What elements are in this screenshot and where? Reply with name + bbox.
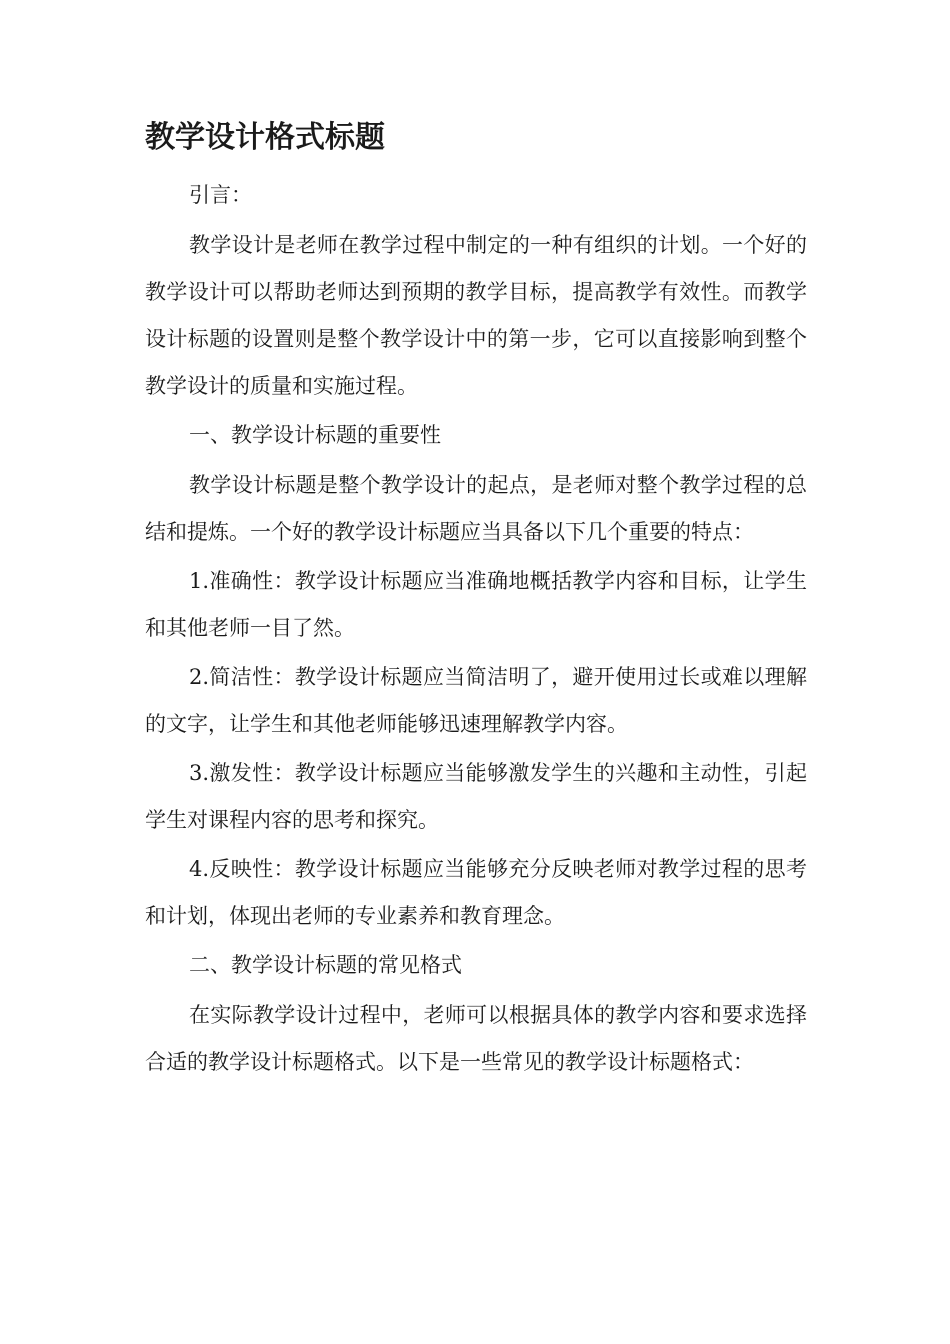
document-title: 教学设计格式标题 (145, 120, 385, 155)
intro-label: 引言： (189, 183, 252, 207)
document-body (145, 112, 807, 1088)
list-item-reflection: 4.反映性：教学设计标题应当能够充分反映老师对教学过程的思考和计划，体现出老师的专业素养和教育理念。 (145, 857, 807, 928)
intro-paragraph: 教学设计是老师在教学过程中制定的一种有组织的计划。一个好的教学设计可以帮助老师达到预期的教学目标，提高教学有效性。而教学设计标题的设置则是整个教学设计中的第一步，它可以直接影响到整个教学设计的质量和实施过程。 (145, 233, 807, 398)
section-heading-formats: 二、教学设计标题的常见格式 (189, 953, 462, 977)
importance-paragraph: 教学设计标题是整个教学设计的起点，是老师对整个教学过程的总结和提炼。一个好的教学设计标题应当具备以下几个重要的特点： (145, 473, 807, 544)
list-item-conciseness: 2.简洁性：教学设计标题应当简洁明了，避开使用过长或难以理解的文字，让学生和其他老师能够迅速理解教学内容。 (145, 665, 807, 736)
formats-paragraph: 在实际教学设计过程中，老师可以根据具体的教学内容和要求选择合适的教学设计标题格式。以下是一些常见的教学设计标题格式： (145, 1003, 807, 1074)
list-item-accuracy: 1.准确性：教学设计标题应当准确地概括教学内容和目标，让学生和其他老师一目了然。 (145, 569, 807, 640)
list-item-inspiration: 3.激发性：教学设计标题应当能够激发学生的兴趣和主动性，引起学生对课程内容的思考和探究。 (145, 761, 807, 832)
section-heading-importance: 一、教学设计标题的重要性 (189, 423, 441, 447)
